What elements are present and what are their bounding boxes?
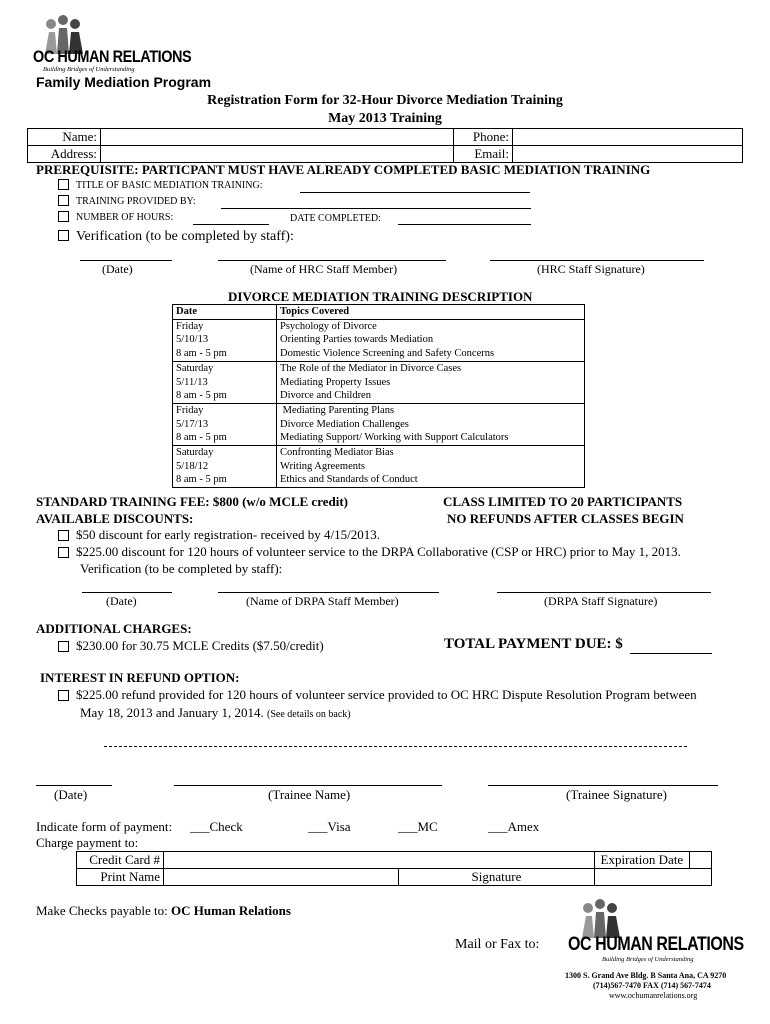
volunteer-discount-label: $225.00 discount for 120 hours of volunteer service to the DRPA Collaborative (CSP or HRC) prior to May 1, 2013. [76, 544, 681, 559]
print-name-label: Print Name [77, 869, 164, 886]
charge-label: Charge payment to: [36, 835, 139, 850]
card-number-field[interactable] [164, 852, 595, 869]
description-date-line: 5/17/13 [176, 418, 209, 430]
description-topics-cell [277, 361, 585, 403]
refund-checkbox[interactable] [58, 690, 69, 701]
hours-input[interactable] [193, 224, 269, 225]
form-title: Registration Form for 32-Hour Divorce Mediation Training [207, 93, 563, 108]
description-topic: Domestic Violence Screening and Safety Concerns [280, 348, 495, 360]
verification-label: Verification (to be completed by staff): [76, 229, 294, 244]
description-heading: DIVORCE MEDIATION TRAINING DESCRIPTION [228, 289, 533, 304]
people-logo-icon [576, 898, 636, 938]
drpa-verification: Verification (to be completed by staff): [80, 561, 283, 576]
title-checkbox[interactable] [58, 179, 69, 190]
description-topic: Psychology of Divorce [280, 320, 377, 332]
description-row [173, 403, 585, 445]
description-row [173, 446, 585, 488]
drpa-signature-line[interactable] [497, 592, 711, 593]
print-name-field[interactable] [164, 869, 399, 886]
form-subtitle: May 2013 Training [328, 111, 442, 126]
discount-early [58, 527, 380, 543]
description-topic: The Role of the Mediator in Divorce Cases [280, 362, 462, 374]
description-date-line: 8 am - 5 pm [176, 432, 227, 444]
col-date-header: Date [173, 305, 277, 320]
card-table [76, 851, 712, 886]
mcle-checkbox[interactable] [58, 641, 69, 652]
no-refunds: NO REFUNDS AFTER CLASSES BEGIN [447, 511, 684, 526]
signature-label: Signature [399, 869, 595, 886]
expiration-field[interactable] [689, 852, 711, 869]
description-table [172, 304, 585, 488]
card-signature-field[interactable] [594, 869, 711, 886]
trainee-name-caption: (Trainee Name) [268, 787, 351, 802]
description-date-cell [173, 446, 277, 488]
trainee-signature-caption: (Trainee Signature) [566, 787, 667, 802]
payment-amex[interactable]: ___Amex [488, 819, 540, 834]
expiration-label: Expiration Date [594, 852, 689, 869]
refund-line1 [58, 687, 697, 703]
hours-label: NUMBER OF HOURS: [76, 212, 174, 223]
description-topics-cell [277, 319, 585, 361]
provided-checkbox[interactable] [58, 195, 69, 206]
footer-logo [568, 898, 758, 970]
payment-check[interactable]: ___Check [190, 819, 243, 834]
footer-logo-text: OC HUMAN RELATIONS [568, 934, 744, 955]
email-field[interactable] [513, 146, 743, 163]
description-topic: Mediating Property Issues [280, 376, 391, 388]
drpa-name-line[interactable] [218, 592, 439, 593]
title-label: TITLE OF BASIC MEDIATION TRAINING: [76, 180, 263, 191]
footer-web: www.ochumanrelations.org [609, 991, 698, 1000]
phone-field[interactable] [513, 129, 743, 146]
description-date-line: Saturday [176, 447, 214, 459]
trainee-signature-line[interactable] [488, 785, 718, 786]
description-topic: Divorce Mediation Challenges [280, 418, 409, 430]
refund-heading: INTEREST IN REFUND OPTION: [40, 670, 240, 685]
discounts-heading: AVAILABLE DISCOUNTS: [36, 511, 194, 526]
description-date-line: Friday [176, 320, 204, 332]
footer-logo-tagline: Building Bridges of Understanding [602, 956, 694, 963]
trainee-date-line[interactable] [36, 785, 112, 786]
header-logo-tagline: Building Bridges of Understanding [43, 66, 135, 73]
hours-checkbox[interactable] [58, 211, 69, 222]
address-field[interactable] [101, 146, 454, 163]
footer-phone: (714)567-7470 FAX (714) 567-7474 [593, 981, 711, 990]
card-number-label: Credit Card # [77, 852, 164, 869]
description-topic: Confronting Mediator Bias [280, 447, 394, 459]
refund-line2 [80, 705, 351, 721]
trainee-date-caption: (Date) [54, 787, 88, 802]
verification-line [58, 229, 294, 245]
description-topic: Writing Agreements [280, 460, 366, 472]
hrc-signature-line[interactable] [490, 260, 704, 261]
contact-table [27, 128, 743, 163]
provided-label: TRAINING PROVIDED BY: [76, 196, 196, 207]
volunteer-discount-checkbox[interactable] [58, 547, 69, 558]
hrc-signature-caption: (HRC Staff Signature) [537, 262, 645, 276]
drpa-signature-caption: (DRPA Staff Signature) [544, 594, 658, 608]
mcle-label: $230.00 for 30.75 MCLE Credits ($7.50/credit) [76, 638, 324, 653]
description-date-line: 8 am - 5 pm [176, 474, 227, 486]
hrc-date-caption: (Date) [102, 262, 133, 276]
description-topic: Divorce and Children [280, 390, 371, 402]
description-date-line: Saturday [176, 362, 214, 374]
description-date-line: 5/11/13 [176, 376, 208, 388]
title-line [58, 180, 262, 191]
early-discount-checkbox[interactable] [58, 530, 69, 541]
verification-checkbox[interactable] [58, 230, 69, 241]
prerequisite-heading: PREREQUISITE: PARTICPANT MUST HAVE ALREADY COMPLETED BASIC MEDIATION TRAINING [36, 162, 651, 177]
hrc-date-line[interactable] [80, 260, 172, 261]
mail-fax-label: Mail or Fax to: [455, 937, 540, 952]
description-date-line: 5/10/13 [176, 334, 209, 346]
description-topic: Orienting Parties towards Mediation [280, 334, 434, 346]
cut-line [104, 746, 687, 747]
provided-line [58, 196, 196, 207]
drpa-name-caption: (Name of DRPA Staff Member) [246, 594, 399, 608]
phone-label: Phone: [454, 129, 513, 146]
program-name: Family Mediation Program [36, 74, 212, 90]
hrc-name-caption: (Name of HRC Staff Member) [250, 262, 398, 276]
description-date-cell [173, 403, 277, 445]
refund-dates: May 18, 2013 and January 1, 2014. [80, 705, 264, 720]
additional-heading: ADDITIONAL CHARGES: [36, 621, 192, 636]
standard-fee: STANDARD TRAINING FEE: $800 (w/o MCLE credit) [36, 494, 348, 509]
description-topic: Mediating Support/ Working with Support Calculators [280, 432, 509, 444]
total-due-field[interactable] [630, 653, 712, 654]
footer-address: 1300 S. Grand Ave Bldg. B Santa Ana, CA 9270 [565, 971, 727, 980]
payment-mc[interactable]: ___MC [398, 819, 438, 834]
date-completed-input[interactable] [398, 224, 531, 225]
description-row [173, 319, 585, 361]
title-input[interactable] [300, 192, 530, 193]
payable-to: OC Human Relations [171, 903, 291, 918]
payable-line [36, 903, 291, 919]
name-field[interactable] [101, 129, 454, 146]
description-date-line: 5/18/12 [176, 460, 209, 472]
mcle-line [58, 638, 324, 654]
name-label: Name: [28, 129, 101, 146]
total-due-label: TOTAL PAYMENT DUE: $ [444, 636, 623, 652]
class-limit: CLASS LIMITED TO 20 PARTICIPANTS [443, 494, 683, 509]
payment-label: Indicate form of payment: [36, 819, 173, 834]
payable-prefix: Make Checks payable to: [36, 903, 168, 918]
description-topics-cell [277, 446, 585, 488]
refund-text: $225.00 refund provided for 120 hours of volunteer service provided to OC HRC Dispute Resolution Program between [76, 687, 697, 702]
header-logo-text: OC HUMAN RELATIONS [33, 47, 192, 66]
refund-see-details: (See details on back) [267, 709, 351, 720]
description-date-line: Friday [176, 404, 204, 416]
col-topics-header: Topics Covered [277, 305, 585, 320]
hrc-name-line[interactable] [218, 260, 446, 261]
description-topics-cell [277, 403, 585, 445]
trainee-name-line[interactable] [174, 785, 442, 786]
description-row [173, 361, 585, 403]
date-completed-label: DATE COMPLETED: [290, 213, 381, 224]
discount-volunteer [58, 544, 681, 560]
description-date-cell [173, 319, 277, 361]
drpa-date-caption: (Date) [106, 594, 137, 608]
payment-visa[interactable]: ___Visa [308, 819, 351, 834]
drpa-date-line[interactable] [82, 592, 172, 593]
description-topic: Mediating Parenting Plans [280, 404, 395, 416]
address-label: Address: [28, 146, 101, 163]
email-label: Email: [454, 146, 513, 163]
description-date-cell [173, 361, 277, 403]
description-date-line: 8 am - 5 pm [176, 348, 227, 360]
header-logo [33, 14, 192, 76]
early-discount-label: $50 discount for early registration- received by 4/15/2013. [76, 527, 380, 542]
hours-line [58, 212, 173, 223]
description-topic: Ethics and Standards of Conduct [280, 474, 418, 486]
description-date-line: 8 am - 5 pm [176, 390, 227, 402]
provided-input[interactable] [221, 208, 531, 209]
